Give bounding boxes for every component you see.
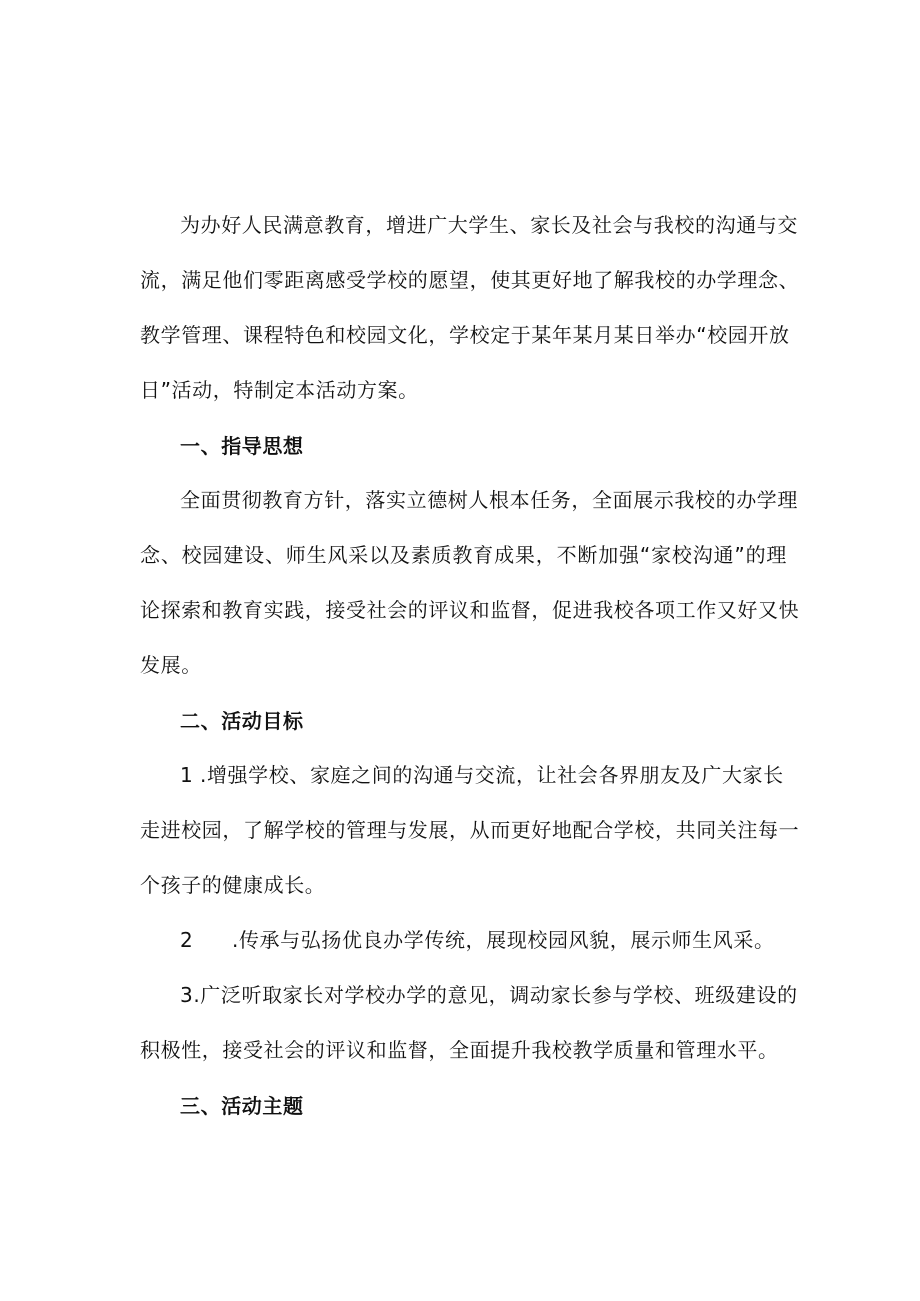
section1-line-1: 全面贯彻教育方针，落实立德树人根本任务，全面展示我校的办学理 bbox=[180, 488, 798, 512]
goal-item-3-line-2: 积极性，接受社会的评议和监督，全面提升我校教学质量和管理水平。 bbox=[140, 1038, 779, 1062]
section1-line-3: 论探索和教育实践，接受社会的评议和监督，促进我校各项工作又好又快 bbox=[140, 598, 800, 622]
section-heading-activity-theme: 三、活动主题 bbox=[180, 1094, 304, 1118]
goal-item-2-text: .传承与弘扬优良办学传统，展现校园风貌，展示师生风采。 bbox=[232, 928, 775, 952]
goal-item-1-line-3: 个孩子的健康成长。 bbox=[140, 873, 326, 897]
section1-line-4: 发展。 bbox=[140, 653, 202, 677]
intro-line-3: 教学管理、课程特色和校园文化，学校定于某年某月某日举办“校园开放 bbox=[140, 323, 790, 347]
section-heading-guiding-ideology: 一、指导思想 bbox=[180, 434, 304, 458]
goal-item-2-number: 2 bbox=[180, 928, 194, 952]
goal-item-1-line-2: 走进校园，了解学校的管理与发展，从而更好地配合学校，共同关注每一 bbox=[140, 818, 800, 842]
section1-line-2: 念、校园建设、师生风采以及素质教育成果，不断加强“家校沟通”的理 bbox=[140, 543, 787, 567]
section-heading-activity-goals: 二、活动目标 bbox=[180, 709, 304, 733]
goal-item-1-number: 1 bbox=[180, 763, 194, 787]
intro-line-4: 日”活动，特制定本活动方案。 bbox=[140, 378, 419, 402]
intro-line-1: 为办好人民满意教育，增进广大学生、家长及社会与我校的沟通与交 bbox=[180, 213, 798, 237]
goal-item-1-text: .增强学校、家庭之间的沟通与交流，让社会各界朋友及广大家长 bbox=[200, 763, 784, 787]
goal-item-2 bbox=[180, 926, 775, 954]
intro-line-2: 流，满足他们零距离感受学校的愿望，使其更好地了解我校的办学理念、 bbox=[140, 268, 800, 292]
goal-item-1-first-line bbox=[180, 761, 787, 789]
goal-item-3-line-1: 3.广泛听取家长对学校办学的意见，调动家长参与学校、班级建设的 bbox=[180, 983, 798, 1007]
